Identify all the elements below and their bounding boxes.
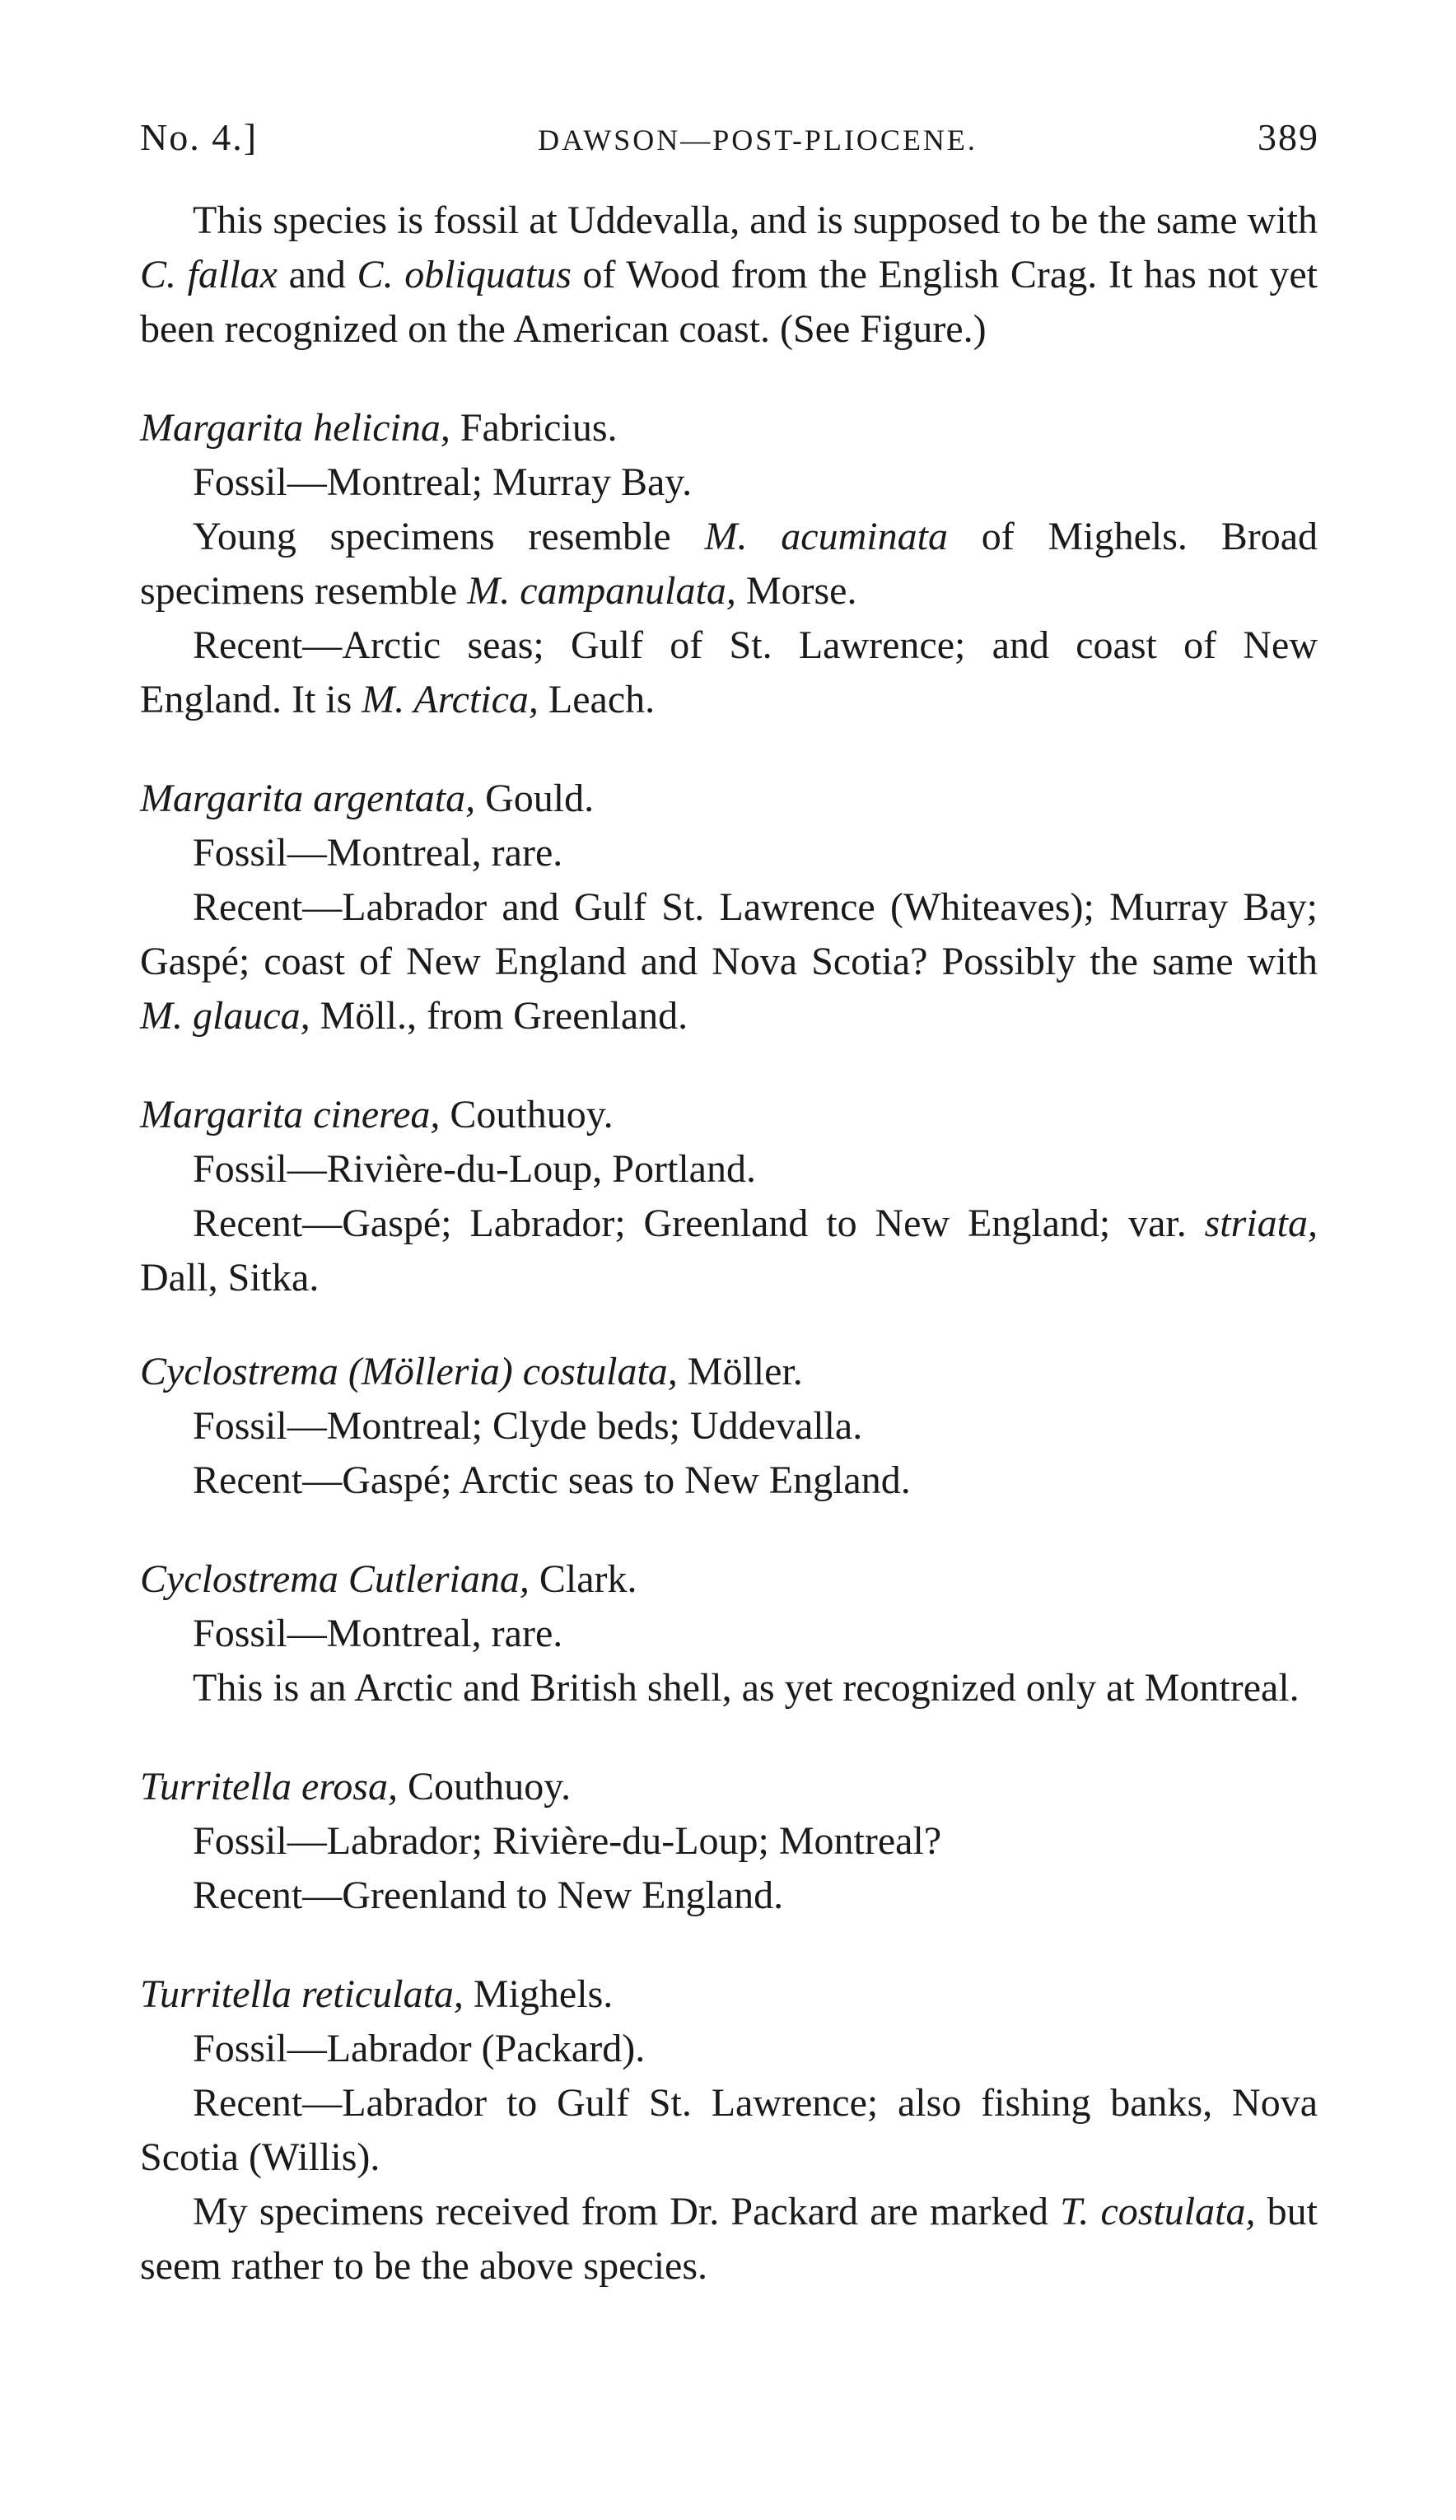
fossil-line: Fossil—Montreal; Murray Bay. — [193, 460, 693, 504]
fossil-line: Fossil—Montreal, rare. — [193, 1612, 563, 1655]
species-heading: Cyclostrema Cutleriana, Clark. — [140, 1557, 637, 1601]
issue-number: No. 4.] — [140, 116, 259, 158]
fossil-line: Fossil—Labrador (Packard). — [193, 2027, 646, 2070]
species-entry-margarita-cinerea — [140, 1088, 1318, 1305]
running-title: DAWSON—POST-PLIOCENE. — [538, 124, 978, 156]
fossil-line: Fossil—Montreal; Clyde beds; Uddevalla. — [193, 1404, 863, 1448]
species-entry-cyclostrema-cutleriana — [140, 1552, 1318, 1715]
species-heading: Turritella reticulata, Mighels. — [140, 1972, 614, 2016]
note-paragraph: My specimens received from Dr. Packard are marked T. costulata, but seem rather to be the above species. — [140, 2190, 1318, 2288]
species-entry-margarita-helicina — [140, 401, 1318, 727]
species-heading: Margarita argentata, Gould. — [140, 777, 595, 820]
intro-paragraph: This species is fossil at Uddevalla, and is supposed to be the same with C. fallax and C. obliquatus of Wood from the English Crag. It has not yet been recognized on the American coast. (See Figure.) — [140, 198, 1318, 351]
recent-paragraph: Recent—Labrador and Gulf St. Lawrence (Whiteaves); Murray Bay; Gaspé; coast of New England and Nova Scotia? Possibly the same with M. glauca, Möll., from Greenland. — [140, 885, 1318, 1038]
species-entry-margarita-argentata — [140, 772, 1318, 1043]
fossil-line: Fossil—Rivière-du-Loup, Portland. — [193, 1147, 756, 1191]
species-entry-cyclostrema-costulata — [140, 1345, 1318, 1508]
species-entry-turritella-reticulata — [140, 1967, 1318, 2294]
page-body — [140, 194, 1318, 2294]
fossil-line: Fossil—Montreal, rare. — [193, 831, 563, 875]
note-paragraph: This is an Arctic and British shell, as yet recognized only at Montreal. — [193, 1666, 1300, 1710]
species-heading: Margarita helicina, Fabricius. — [140, 406, 618, 450]
species-heading: Margarita cinerea, Couthuoy. — [140, 1093, 614, 1136]
page-number: 389 — [1257, 116, 1319, 158]
recent-line: Recent—Greenland to New England. — [193, 1874, 784, 1917]
species-entry-turritella-erosa — [140, 1760, 1318, 1923]
recent-paragraph: Recent—Gaspé; Labrador; Greenland to New England; var. striata, Dall, Sitka. — [140, 1202, 1318, 1300]
species-heading: Cyclostrema (Mölleria) costulata, Möller. — [140, 1350, 803, 1393]
fossil-line: Fossil—Labrador; Rivière-du-Loup; Montreal? — [193, 1819, 942, 1863]
note-paragraph: Young specimens resemble M. acuminata of Mighels. Broad specimens resemble M. campanulata, Morse. — [140, 515, 1318, 613]
recent-paragraph: Recent—Arctic seas; Gulf of St. Lawrence; and coast of New England. It is M. Arctica, Leach. — [140, 623, 1318, 721]
recent-line: Recent—Gaspé; Arctic seas to New England. — [193, 1458, 911, 1502]
species-heading: Turritella erosa, Couthuoy. — [140, 1765, 572, 1808]
recent-paragraph: Recent—Labrador to Gulf St. Lawrence; also fishing banks, Nova Scotia (Willis). — [140, 2081, 1318, 2179]
running-header — [140, 115, 1319, 159]
